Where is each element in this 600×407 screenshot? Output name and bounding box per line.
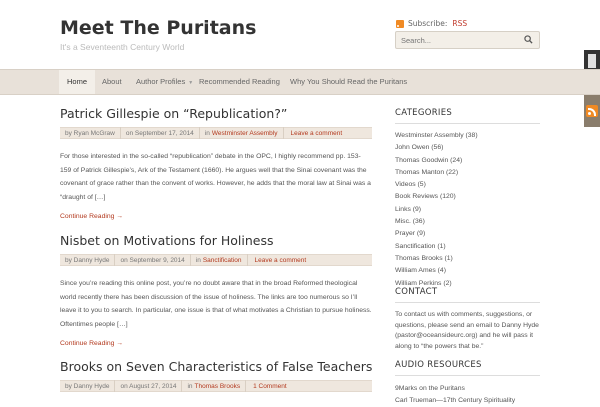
continue-reading-link[interactable]: Continue Reading → [60, 213, 124, 220]
category-link[interactable]: William Ames (4) [395, 267, 446, 275]
side-tab-rss[interactable] [584, 95, 600, 127]
dropdown-arrow-icon: ▼ [188, 80, 194, 86]
category-link[interactable]: Westminster Assembly (38) [395, 132, 478, 139]
meta-divider [283, 127, 284, 139]
rss-feed-icon [586, 105, 598, 117]
post-title[interactable]: Brooks on Seven Characteristics of False Teachers [60, 359, 373, 374]
category-link[interactable]: John Owen (56) [395, 144, 444, 152]
meta-divider [114, 380, 115, 392]
post-meta [60, 254, 372, 266]
post-meta [60, 127, 372, 139]
meta-divider [181, 380, 182, 392]
meta-divider [120, 127, 121, 139]
post-title[interactable]: Nisbet on Motivations for Holiness [60, 233, 274, 248]
post-article [60, 359, 372, 392]
nav-home[interactable]: Home [59, 70, 95, 94]
bookmark-icon [588, 54, 596, 68]
post-article [60, 106, 372, 220]
site-title[interactable]: Meet The Puritans [60, 17, 257, 39]
post-author[interactable]: by Danny Hyde [65, 382, 110, 390]
category-link[interactable]: Book Reviews (120) [395, 193, 456, 201]
post-article [60, 233, 372, 347]
categories-list [395, 130, 540, 290]
meta-divider [247, 254, 248, 266]
category-link[interactable]: Prayer (9) [395, 230, 426, 238]
post-comments-link[interactable]: Leave a comment [254, 256, 307, 264]
post-category-link[interactable]: Westminster Assembly [211, 129, 278, 137]
nav-why-read-puritans[interactable]: Why You Should Read the Puritans [290, 77, 408, 86]
category-link[interactable]: William Perkins (2) [395, 279, 452, 287]
rss-icon[interactable] [396, 20, 404, 28]
nav-about[interactable]: About [102, 77, 122, 86]
rss-link[interactable]: RSS [452, 19, 468, 28]
nav-author-profiles-label: Author Profiles [136, 77, 186, 86]
sidebar-contact [395, 287, 540, 352]
search-icon[interactable] [524, 35, 533, 44]
audio-resource-link[interactable]: 9Marks on the Puritans [395, 385, 465, 392]
search-input[interactable] [401, 35, 516, 46]
category-link[interactable]: Misc. (36) [395, 218, 425, 226]
post-date: on September 17, 2014 [125, 129, 194, 137]
category-link[interactable]: Sanctification (1) [395, 242, 446, 250]
post-title[interactable]: Patrick Gillespie on “Republication?” [60, 106, 288, 121]
sidebar-audio-resources [395, 360, 540, 407]
post-author[interactable]: by Ryan McGraw [65, 129, 115, 137]
search-box[interactable] [395, 31, 540, 49]
category-link[interactable]: Videos (5) [395, 181, 426, 189]
post-in-label: in [195, 256, 201, 264]
meta-divider [199, 127, 200, 139]
main-navigation [0, 69, 600, 95]
post-in-label: in [187, 382, 193, 390]
post-excerpt: For those interested in the so-called “republication” debate in the OPC, I highly recommend pp. 153-159 of Patrick Gillespie’s, Ark of the Testament (1660). He argues well that the Sinai covenant was the covenant of grace rather than the convent of works. However, he adds that the moral law at Sinai was a “draught of […] [60, 153, 371, 201]
contact-title: CONTACT [395, 287, 540, 303]
post-comments-link[interactable]: 1 Comment [253, 382, 287, 390]
post-date: on August 27, 2014 [120, 382, 177, 390]
meta-divider [190, 254, 191, 266]
sidebar-categories [395, 108, 540, 290]
nav-author-profiles[interactable] [136, 70, 193, 94]
audio-resources-list [395, 383, 540, 407]
post-category-link[interactable]: Sanctification [202, 256, 242, 264]
post-author[interactable]: by Danny Hyde [65, 256, 110, 264]
category-link[interactable]: Thomas Goodwin (24) [395, 156, 463, 164]
post-category-link[interactable]: Thomas Brooks [194, 382, 241, 390]
continue-reading-link[interactable]: Continue Reading → [60, 340, 124, 347]
post-meta [60, 380, 372, 392]
site-tagline: It's a Seventeenth Century World [60, 42, 185, 52]
post-excerpt: Since you’re reading this online post, you’re no doubt aware that in the broad Reformed theological world recently there has been discussion of the issue of holiness. The links are too numerous so I’ll leave it to you to search. In particular, one issue is that of what motivates a Christian to pursue holiness. Oftentimes people […] [60, 280, 372, 328]
post-in-label: in [204, 129, 210, 137]
contact-text: To contact us with comments, suggestions, or questions, please send an email to Danny Hyde (pastor@oceansideurc.org) and he will pass it along to “the powers that be.” [395, 311, 539, 350]
category-link[interactable]: Thomas Manton (22) [395, 168, 459, 176]
post-comments-link[interactable]: Leave a comment [290, 129, 343, 137]
meta-divider [245, 380, 246, 392]
subscribe-label: Subscribe: [408, 19, 448, 28]
post-date: on September 9, 2014 [120, 256, 185, 264]
meta-divider [114, 254, 115, 266]
categories-title: CATEGORIES [395, 108, 540, 124]
audio-resources-title: AUDIO RESOURCES [395, 360, 540, 376]
subscribe-area [396, 19, 467, 28]
category-link[interactable]: Thomas Brooks (1) [395, 254, 453, 262]
audio-resource-link[interactable]: Carl Trueman—17th Century Spirituality [395, 397, 516, 404]
category-link[interactable]: Links (9) [395, 205, 422, 213]
nav-recommended-reading[interactable]: Recommended Reading [199, 77, 280, 86]
